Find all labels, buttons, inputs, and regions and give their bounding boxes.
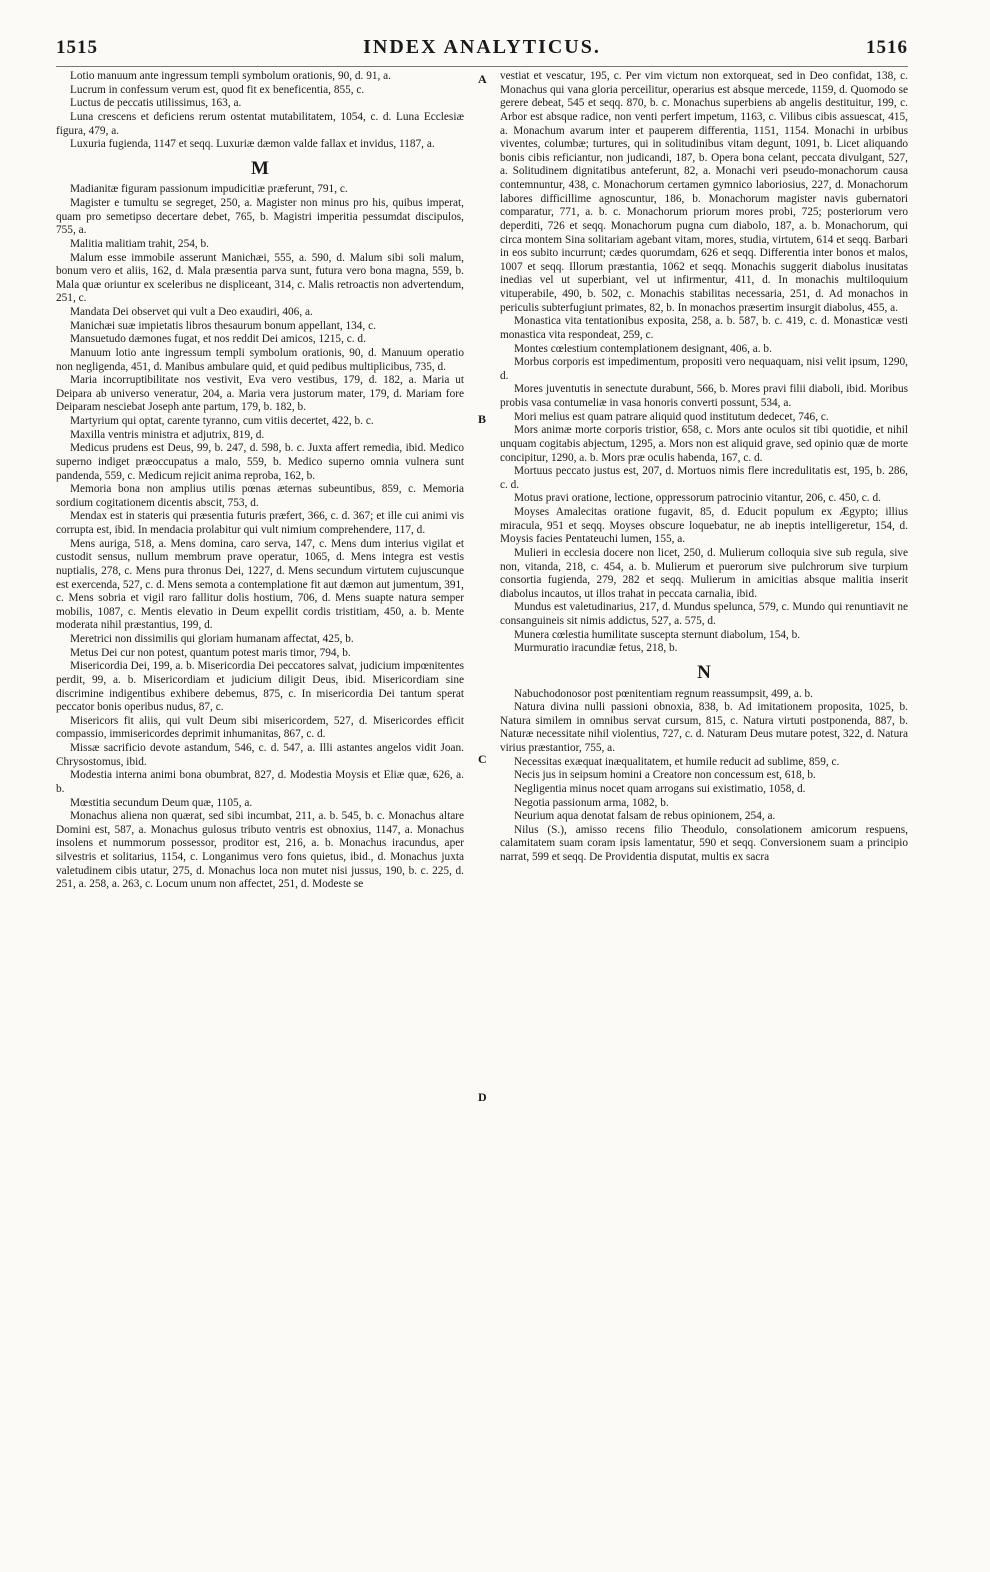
section-marker-d: D xyxy=(478,1090,487,1104)
index-entry: Modestia interna animi bona obumbrat, 827, d. Modestia Moysis et Eliæ quæ, 626, a. b. xyxy=(56,769,464,795)
index-entry: Monachus aliena non quærat, sed sibi incumbat, 211, a. b. 545, b. c. Monachus altare Domini est, 587, a. Monachus gulosus tributo ventris est obnoxius, 1147, a. Monachus insolens et nummorum possessor, proditor est, 216, a. b. Monachus iracundus, aper silvestris et solitarius, 1154, c. Longanimus vero fons quietus, ibid., d. Monachus juxta valetudinem cibis utatur, 275, d. Monachus loca non mutet nisi jussus, 190, b. c. 225, d. 251, a. 258, a. 263, c. Locum unum non affectet, 251, d. Modeste se xyxy=(56,810,464,891)
index-entry: Montes cœlestium contemplationem designant, 406, a. b. xyxy=(514,342,772,355)
index-entry: Maxilla ventris ministra et adjutrix, 819, d. xyxy=(70,428,265,441)
index-entry: Manichæi suæ impietatis libros thesaurum bonum appellant, 134, c. xyxy=(70,319,376,332)
index-entry: Luctus de peccatis utilissimus, 163, a. xyxy=(70,97,242,110)
page-number-left: 1515 xyxy=(56,37,98,58)
index-entry: Natura divina nulli passioni obnoxia, 838, b. Ad imitationem proposita, 1025, b. Natura similem in omnibus servat cursum, 815, c. Natura virtuti postponenda, 887, b. Naturæ necessitate nihil violentius, 727, c. d. Naturam Deus mutare potest, 322, d. Natura virius præstantior, 755, a. xyxy=(500,701,908,754)
index-entry: Murmuratio iracundiæ fetus, 218, b. xyxy=(514,642,678,655)
index-entry: Mulieri in ecclesia docere non licet, 250, d. Mulierum colloquia sive sub regula, sive non, vitanda, 218, c. 454, a. b. Mulierum et puerorum sive pulchrorum sive turpium consortia fugienda, 279, 282 et seqq. Mulierum in amicitias absque malitia inserit diabolus incautos, ut illos trahat in peccata carnalia, ibid. xyxy=(500,546,908,600)
index-entry: Mendax est in stateris qui præsentia futuris præfert, 366, c. d. 367; et ille cui animi vis corrupta est, ibid. In mendacia prolabitur qui vult nimium comprehendere, 117, d. xyxy=(56,510,464,536)
index-entry: Mandata Dei observet qui vult a Deo exaudiri, 406, a. xyxy=(70,306,313,318)
index-entry: Nilus (S.), amisso recens filio Theodulo, consolationem amicorum respuens, calamitatem suam coram ipsis lamentatur, 590 et seqq. Conversionem suam a principio narrat, 599 et seqq. De Providentia disputat, multis ex sacra xyxy=(500,823,908,863)
page-number-right: 1516 xyxy=(865,37,908,58)
index-entry: Motus pravi oratione, lectione, oppressorum patrocinio vitantur, 206, c. 450, c. d. xyxy=(514,492,881,505)
index-entry: Meretrici non dissimilis qui gloriam humanam affectat, 425, b. xyxy=(70,633,354,645)
index-entry: Luxuria fugienda, 1147 et seqq. Luxuriæ dæmon valde fallax et invidus, 1187, a. xyxy=(70,138,435,151)
section-letter: M xyxy=(251,157,269,179)
index-entry: Mors animæ morte corporis tristior, 658, c. Mors ante oculos sit tibi quotidie, et nihil unquam cogitabis abjectum, 1295, a. Mors non est aliquid grave, sed opinio quæ de morte concipitur, 1290, a. b. Mors præ oculis habenda, 167, c. d. xyxy=(500,424,908,464)
index-entry: Martyrium qui optat, carente tyranno, cum vitiis decertet, 422, b. c. xyxy=(70,415,374,427)
index-entry: Mores juventutis in senectute durabunt, 566, b. Mores pravi filii diaboli, ibid. Moribus probis vasa contumeliæ in vasa honoris converti possunt, 534, a. xyxy=(500,383,908,409)
section-marker-a: A xyxy=(478,72,487,86)
left-column xyxy=(56,70,464,892)
page-header xyxy=(56,36,908,67)
index-entry: Mori melius est quam patrare aliquid quod institutum dedecet, 746, c. xyxy=(514,410,829,423)
index-entry: Manuum lotio ante ingressum templi symbolum orationis, 90, d. Manuum operatio non negligenda, 451, d. Manibus ambulare quid, et quid pedibus multiplicibus, 735, d. xyxy=(56,346,464,373)
index-entry: Metus Dei cur non potest, quantum potest maris timor, 794, b. xyxy=(70,646,351,659)
index-entry: Maria incorruptibilitate nos vestivit, Eva vero vestibus, 179, d. 182, a. Maria ut Deipara ab universo veneratur, 204, a. Maria vera justorum mater, 179, d. Mariam fore Deiparam nesciebat Joseph ante partum, 179, b. 182, b. xyxy=(56,374,464,414)
index-entry: Mansuetudo dæmones fugat, et nos reddit Dei amicos, 1215, c. d. xyxy=(70,333,366,346)
index-entry: Luna crescens et deficiens rerum ostentat mutabilitatem, 1054, c. d. Luna Ecclesiæ figura, 479, a. xyxy=(56,110,464,137)
index-entry: Lotio manuum ante ingressum templi symbolum orationis, 90, d. 91, a. xyxy=(70,70,391,82)
section-marker-b: B xyxy=(478,412,487,426)
index-entry: Mundus est valetudinarius, 217, d. Mundus spelunca, 579, c. Mundo qui renuntiavit ne consanguineis sit nimis addictus, 527, a. 575, d. xyxy=(500,601,908,627)
section-marker-c: C xyxy=(478,752,487,766)
index-entry: Misericordia Dei, 199, a. b. Misericordia Dei peccatores salvat, judicium impœnitentes perdit, 99, a. b. Misericordiam et judicium diligit Deus, ibid. Misericordiam sine discrimine indigentibus exhibere debemus, 875, c. In misericordia Dei tantum sperat peccator bonis operibus nudus, 87, c. xyxy=(56,660,464,714)
index-entry: Necessitas exæquat inæqualitatem, et humile reducit ad sublime, 859, c. xyxy=(514,755,840,768)
section-letter: N xyxy=(697,661,711,683)
index-entry: Memoria bona non amplius utilis pœnas æternas subeuntibus, 859, c. Memoria sordium cogitationem dicentis abscit, 753, d. xyxy=(56,483,464,509)
index-entry: Mœstitia secundum Deum quæ, 1105, a. xyxy=(70,796,253,809)
index-entry: Magister e tumultu se segreget, 250, a. Magister non minus pro his, quibus imperat, quam pro semetipso decertare debet, 765, b. Magistri imperitia pessumdat discipulos, 755, a. xyxy=(56,197,464,237)
index-entry: Moyses Amalecitas oratione fugavit, 85, d. Educit populum ex Ægypto; illius miracula, 951 et seqq. Moyses obscure loquebatur, ne ab ineptis intelligeretur, 154, d. Moysis facies Pentateuchi lumen, 155, a. xyxy=(500,506,908,546)
index-entry: Necis jus in seipsum homini a Creatore non concessum est, 618, b. xyxy=(514,769,816,782)
index-entry: Neurium aqua denotat falsam de rebus opinionem, 254, a. xyxy=(514,810,776,823)
index-entry: Medicus prudens est Deus, 99, b. 247, d. 598, b. c. Juxta affert remedia, ibid. Medico superno indiget præoccupatus a malo, 559, b. Medico superno omnia vulnera sunt pandenda, 559, c. Medicum rejicit anima reproba, 162, b. xyxy=(56,442,464,482)
index-entry: Malitia malitiam trahit, 254, b. xyxy=(70,237,209,250)
index-entry: Misericors fit aliis, qui vult Deum sibi misericordem, 527, d. Misericordes efficit compassio, immisericordes deprimit inhumanitas, 867, c. d. xyxy=(56,714,464,741)
index-entry: Madianitæ figuram passionum impudicitiæ præferunt, 791, c. xyxy=(70,183,348,196)
running-title: INDEX ANALYTICUS. xyxy=(363,36,601,58)
index-entry: Lucrum in confessum verum est, quod fit ex beneficentia, 855, c. xyxy=(70,83,365,96)
index-entry: vestiat et vescatur, 195, c. Per vim victum non extorqueat, sed in Deo confidat, 138, c. Monachus qui vana gloria perceilitur, operarius est absque mercede, 1159, d. Quomodo se gerere debeat, 545 et seqq. 870, b. c. Monachus superbiens ab angelis destituitur, 199, c. Arbor est absque radice, non venti perfert impetum, 1163, c. Vilibus cibis assuescat, 415, a. Monachum avarum inter et pauperem differentia, 1151, 1154. Monachi in urbibus viventes, columbæ; turtures, qui in solitudinibus vitam degunt, 1091, b. Licet aliquando bonis cibis reficiantur, non judicandi, 187, b. Opera bona celant, peccata divulgant, 527, a. Solitudinem dignitatibus anteferunt, 82, a. Monachi veri pseudo-monachorum causa contemnuntur, 438, c. Monachorum certamen gymnico laboriosius, 227, d. Monachorum labores difficillime agnoscuntur, 186, b. Monachorum magister navis gubernatori comparatur, 771, a. b. c. Monachorum priorum mores probi, 725; posteriorum vero deperditi, 726 et seqq. Monachorum pugna cum diabolo, 187, a. b. Monachorum, qui circa montem Sina solitariam agebant vitam, mores, studia, virtutem, 614 et seqq. Barbari in eos subito incurrunt; cædes quorumdam, 626 et seqq. Differentia inter bonos et malos, 1007 et seqq. Illorum præstantia, 1062 et seqq. Monachis suggerit diabolus inusitatas inedias vel ut superbiant, vel ut infirmentur, 411, d. In monachis multiloquium vituperabile, 490, b. 502, c. Monachis stabilitas necessaria, 251, d. Ad monachos in periculis subterfugiunt primates, 82, b. In monachos præsertim insurgit diabolus, 455, a. xyxy=(500,70,908,314)
index-entry: Negotia passionum arma, 1082, b. xyxy=(514,796,669,809)
index-entry: Negligentia minus nocet quam arrogans sui existimatio, 1058, d. xyxy=(514,782,806,795)
index-entry: Munera cœlestia humilitate suscepta sternunt diabolum, 154, b. xyxy=(514,628,801,641)
index-entry: Morbus corporis est impedimentum, propositi vero nequaquam, nisi velit ipsum, 1290, d. xyxy=(500,356,908,382)
index-entry: Mens auriga, 518, a. Mens domina, caro serva, 147, c. Mens dum interius vigilat et custodit sensus, nullum membrum prave operatur, 1065, d. Mens integra est vestis nuptialis, 278, c. Mens pura thronus Dei, 1227, d. Mens secundum virtutem cujuscunque est exercenda, 527, c. d. Mens semota a contemplatione fit aut dæmon aut jumentum, 391, c. Mens sobria et vigil raro fallitur dolis hostium, 706, d. Mens suapte natura semper mobilis, 1087, c. Mentis elevatio in Deum expellit cordis tristitiam, 450, a. b. Mente moderata nihil præstantius, 199, d. xyxy=(56,537,464,632)
index-entry: Malum esse immobile asserunt Manichæi, 555, a. 590, d. Malum sibi soli malum, bonum vero et aliis, 162, d. Mala præsentia parva sunt, futura vero bona magna, 559, b. Mala quæ oriuntur ex sceleribus ne displiceant, 314, c. Malis retroactis non advertendum, 251, c. xyxy=(56,251,464,305)
right-column xyxy=(500,70,908,865)
index-entry: Mortuus peccato justus est, 207, d. Mortuos nimis flere incredulitatis est, 195, b. 286, c. d. xyxy=(500,465,908,491)
index-entry: Missæ sacrificio devote astandum, 546, c. d. 547, a. Illi astantes angelos vidit Joan. Chrysostomus, ibid. xyxy=(56,742,464,768)
index-entry: Monastica vita tentationibus exposita, 258, a. b. 587, b. c. 419, c. d. Monasticæ vesti monastica vita respondeat, 259, c. xyxy=(500,315,908,341)
index-entry: Nabuchodonosor post pœnitentiam regnum reassumpsit, 499, a. b. xyxy=(514,687,814,700)
